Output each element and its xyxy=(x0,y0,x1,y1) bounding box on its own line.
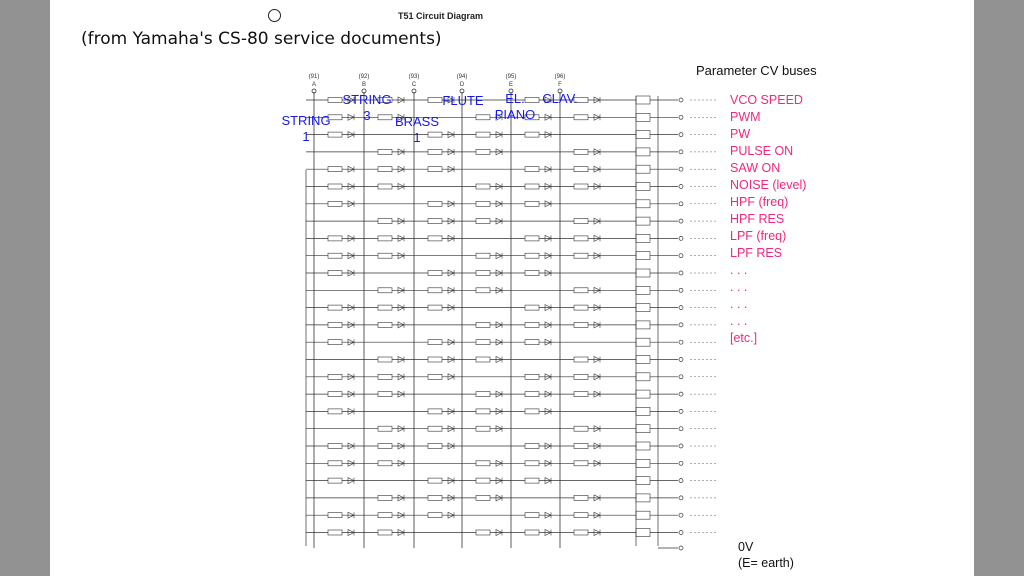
output-terminal xyxy=(679,427,683,431)
resistor xyxy=(476,409,490,414)
sheet-title: T51 Circuit Diagram xyxy=(398,11,484,21)
resistor xyxy=(428,236,442,241)
resistor xyxy=(428,426,442,431)
output-resistor xyxy=(636,407,650,415)
resistor xyxy=(428,271,442,276)
resistor xyxy=(328,513,342,518)
resistor xyxy=(428,149,442,154)
output-resistor xyxy=(636,321,650,329)
resistor xyxy=(328,305,342,310)
output-resistor xyxy=(636,252,650,260)
output-resistor xyxy=(636,304,650,312)
column-letter: A xyxy=(311,82,317,88)
resistor xyxy=(525,444,539,449)
bus-label: LPF RES xyxy=(730,246,783,260)
resistor xyxy=(428,201,442,206)
resistor xyxy=(574,322,588,327)
resistor xyxy=(476,149,490,154)
output-terminal xyxy=(679,219,683,223)
output-terminal xyxy=(679,115,683,119)
bus-label: . . . xyxy=(730,280,748,294)
resistor xyxy=(476,392,490,397)
resistor xyxy=(378,444,392,449)
resistor xyxy=(378,184,392,189)
output-terminal xyxy=(679,236,683,240)
resistor xyxy=(328,201,342,206)
voice-label-el-piano: EL. PIANO xyxy=(494,91,536,122)
output-resistor xyxy=(636,529,650,537)
output-resistor xyxy=(636,373,650,381)
resistor xyxy=(574,305,588,310)
output-terminal xyxy=(679,167,683,171)
resistor xyxy=(525,461,539,466)
bus-label: . . . xyxy=(730,297,748,311)
output-terminal xyxy=(679,375,683,379)
bus-label: VCO SPEED xyxy=(730,93,803,107)
resistor xyxy=(328,184,342,189)
output-resistor xyxy=(636,217,650,225)
output-resistor xyxy=(636,234,650,242)
column-letter: D xyxy=(459,82,465,88)
resistor xyxy=(378,357,392,362)
column-letter: F xyxy=(558,82,562,88)
resistor xyxy=(328,392,342,397)
output-terminal xyxy=(679,392,683,396)
resistor xyxy=(476,530,490,535)
resistor xyxy=(328,322,342,327)
resistor xyxy=(525,132,539,137)
resistor xyxy=(574,357,588,362)
resistor xyxy=(525,201,539,206)
output-resistor xyxy=(636,511,650,519)
resistor xyxy=(378,513,392,518)
resistor xyxy=(378,149,392,154)
resistor xyxy=(525,167,539,172)
output-terminal xyxy=(679,461,683,465)
resistor xyxy=(574,253,588,258)
resistor xyxy=(574,288,588,293)
output-terminal xyxy=(679,133,683,137)
bus-label: HPF RES xyxy=(730,212,785,226)
column-pin: (94) xyxy=(456,74,468,80)
resistor xyxy=(328,530,342,535)
resistor xyxy=(574,426,588,431)
resistor xyxy=(476,426,490,431)
resistor xyxy=(476,288,490,293)
resistor xyxy=(328,167,342,172)
resistor xyxy=(476,184,490,189)
resistor xyxy=(476,461,490,466)
output-resistor xyxy=(636,148,650,156)
bus-label: LPF (freq) xyxy=(730,229,787,243)
resistor xyxy=(428,167,442,172)
resistor xyxy=(574,374,588,379)
voice-label-string-1: STRING 1 xyxy=(281,113,331,144)
resistor xyxy=(378,305,392,310)
resistor xyxy=(428,513,442,518)
output-terminal xyxy=(679,185,683,189)
output-resistor xyxy=(636,356,650,364)
resistor xyxy=(378,461,392,466)
resistor xyxy=(328,340,342,345)
resistor xyxy=(428,357,442,362)
resistor xyxy=(525,513,539,518)
resistor xyxy=(378,495,392,500)
resistor xyxy=(328,444,342,449)
resistor xyxy=(428,495,442,500)
resistor xyxy=(378,167,392,172)
resistor xyxy=(574,167,588,172)
bus-label: HPF (freq) xyxy=(730,195,789,209)
resistor xyxy=(378,288,392,293)
resistor xyxy=(525,271,539,276)
resistor xyxy=(476,478,490,483)
resistor xyxy=(328,236,342,241)
output-resistor xyxy=(636,425,650,433)
output-terminal xyxy=(679,150,683,154)
resistor xyxy=(378,219,392,224)
caption: (from Yamaha's CS-80 service documents) xyxy=(81,29,442,49)
output-terminal xyxy=(679,496,683,500)
bus-label: PULSE ON xyxy=(730,144,794,158)
resistor xyxy=(525,409,539,414)
bus-label: SAW ON xyxy=(730,161,781,175)
column-letter: B xyxy=(361,82,367,88)
resistor xyxy=(328,253,342,258)
bus-label: PWM xyxy=(730,110,761,124)
circuit-schematic xyxy=(50,0,974,576)
resistor xyxy=(574,392,588,397)
output-resistor xyxy=(636,200,650,208)
resistor xyxy=(525,392,539,397)
resistor xyxy=(574,495,588,500)
voice-label-string-3: STRING 3 xyxy=(342,92,392,123)
column-pin: (96) xyxy=(554,74,566,80)
output-resistor xyxy=(636,165,650,173)
output-terminal xyxy=(679,409,683,413)
output-resistor xyxy=(636,338,650,346)
resistor xyxy=(574,530,588,535)
resistor xyxy=(378,530,392,535)
resistor xyxy=(476,495,490,500)
resistor xyxy=(574,513,588,518)
output-resistor xyxy=(636,442,650,450)
resistor xyxy=(476,132,490,137)
resistor xyxy=(378,426,392,431)
output-terminal xyxy=(679,271,683,275)
output-terminal xyxy=(679,531,683,535)
voice-label-brass-1: BRASS 1 xyxy=(394,114,440,145)
output-resistor xyxy=(636,96,650,104)
resistor xyxy=(328,409,342,414)
resistor xyxy=(574,115,588,120)
output-resistor xyxy=(636,183,650,191)
output-terminal xyxy=(679,202,683,206)
resistor xyxy=(328,374,342,379)
output-terminal xyxy=(679,98,683,102)
voice-label-flute: FLUTE xyxy=(442,93,484,108)
bus-label: [etc.] xyxy=(730,331,758,345)
resistor xyxy=(525,322,539,327)
resistor xyxy=(428,409,442,414)
resistor xyxy=(525,305,539,310)
output-resistor xyxy=(636,477,650,485)
resistor xyxy=(525,253,539,258)
column-letter: C xyxy=(411,82,417,88)
resistor xyxy=(476,340,490,345)
resistor xyxy=(525,184,539,189)
resistor xyxy=(525,340,539,345)
output-terminal xyxy=(679,340,683,344)
resistor xyxy=(476,201,490,206)
column-pin: (95) xyxy=(505,74,517,80)
resistor xyxy=(428,305,442,310)
output-terminal xyxy=(679,323,683,327)
bus-heading: Parameter CV buses xyxy=(696,63,817,78)
output-resistor xyxy=(636,390,650,398)
output-terminal xyxy=(679,306,683,310)
resistor xyxy=(428,340,442,345)
resistor xyxy=(525,530,539,535)
output-terminal xyxy=(679,513,683,517)
voice-label-clav: CLAV. xyxy=(542,91,578,106)
resistor xyxy=(525,236,539,241)
output-terminal xyxy=(679,254,683,258)
resistor xyxy=(378,236,392,241)
output-resistor xyxy=(636,131,650,139)
resistor xyxy=(525,374,539,379)
resistor xyxy=(428,288,442,293)
bus-label: NOISE (level) xyxy=(730,178,807,192)
resistor xyxy=(476,271,490,276)
column-letter: E xyxy=(508,82,514,88)
output-terminal xyxy=(679,444,683,448)
output-resistor xyxy=(636,459,650,467)
resistor xyxy=(428,444,442,449)
resistor xyxy=(476,357,490,362)
ground-label: 0V (E= earth) xyxy=(738,540,794,570)
document-page xyxy=(50,0,974,576)
output-resistor xyxy=(636,113,650,121)
resistor xyxy=(428,478,442,483)
resistor xyxy=(428,219,442,224)
resistor xyxy=(328,478,342,483)
resistor xyxy=(574,184,588,189)
resistor xyxy=(574,219,588,224)
resistor xyxy=(428,374,442,379)
resistor xyxy=(574,149,588,154)
column-pin: (92) xyxy=(358,74,370,80)
output-resistor xyxy=(636,494,650,502)
resistor xyxy=(525,478,539,483)
resistor xyxy=(378,374,392,379)
resistor xyxy=(574,461,588,466)
resistor xyxy=(476,322,490,327)
bus-label: . . . xyxy=(730,263,748,277)
resistor xyxy=(378,392,392,397)
resistor xyxy=(476,219,490,224)
bus-label: PW xyxy=(730,127,751,141)
resistor xyxy=(378,322,392,327)
ground-terminal xyxy=(679,546,683,550)
output-terminal xyxy=(679,358,683,362)
resistor xyxy=(574,236,588,241)
output-terminal xyxy=(679,288,683,292)
column-pin: (91) xyxy=(308,74,320,80)
resistor xyxy=(328,271,342,276)
output-resistor xyxy=(636,286,650,294)
output-terminal xyxy=(679,479,683,483)
output-resistor xyxy=(636,269,650,277)
column-pin: (93) xyxy=(408,74,420,80)
resistor xyxy=(476,253,490,258)
resistor xyxy=(574,444,588,449)
bus-label: . . . xyxy=(730,314,748,328)
resistor xyxy=(378,253,392,258)
bus-label-list xyxy=(730,92,806,347)
resistor xyxy=(328,461,342,466)
